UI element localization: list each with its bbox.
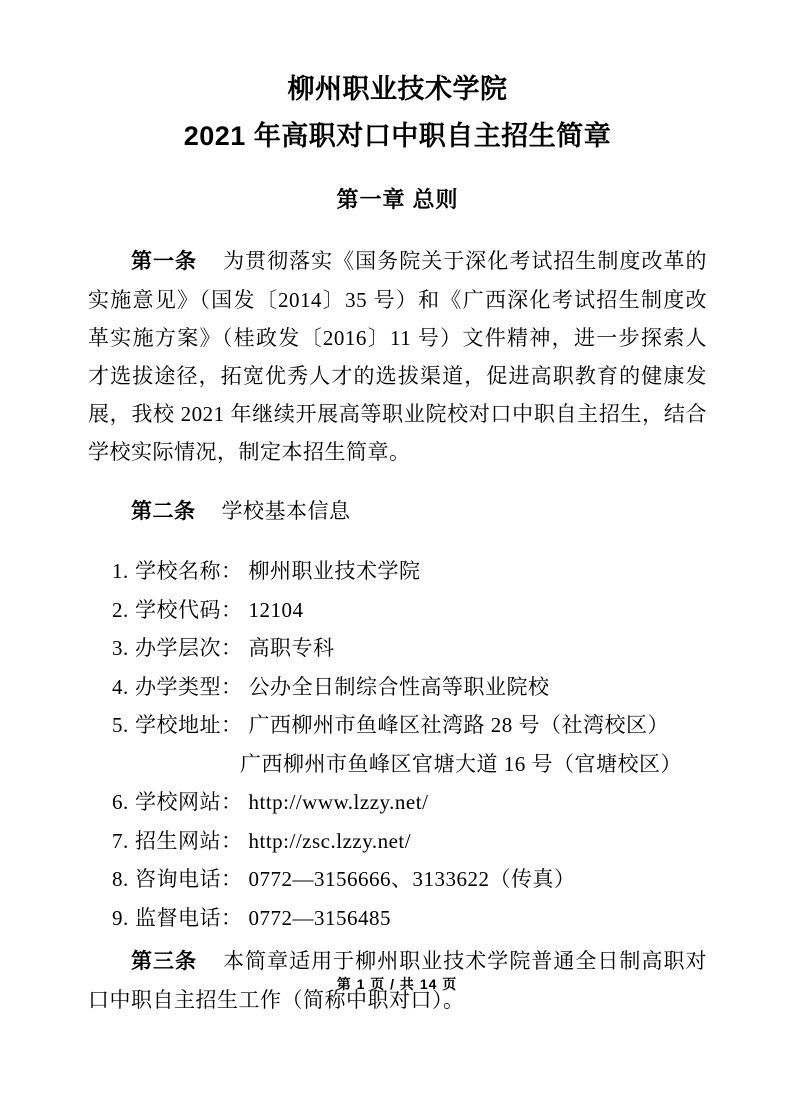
admissions-website-url: http://zsc.lzzy.net/: [248, 828, 412, 853]
document-content: [88, 0, 707, 1040]
item-number: 6.: [112, 790, 129, 814]
article-first-label: 第一条: [131, 250, 198, 273]
article-second: [88, 492, 707, 531]
document-title-line2: 2021 年高职对口中职自主招生简章: [183, 121, 612, 151]
school-info-list: [88, 552, 707, 937]
item-value: 12104: [248, 597, 304, 622]
item-number: 3.: [112, 636, 129, 660]
info-item-education-level: [88, 629, 707, 668]
document-title-line1: 柳州职业技术学院: [287, 74, 508, 104]
school-website-url: http://www.lzzy.net/: [248, 790, 429, 814]
item-value: 公办全日制综合性高等职业院校: [248, 674, 550, 699]
item-number: 8.: [112, 867, 129, 891]
item-number: 1.: [112, 559, 129, 583]
item-label: 咨询电话：: [135, 867, 243, 891]
item-label: 办学类型：: [135, 674, 243, 699]
item-value: 0772—3156666、3133622（传真）: [248, 867, 576, 891]
article-first: [88, 242, 707, 471]
info-item-school-address: [88, 706, 707, 745]
article-second-label: 第二条: [131, 500, 196, 523]
item-number: 9.: [112, 905, 129, 930]
item-value: 柳州职业技术学院: [248, 559, 421, 583]
document-title: [88, 0, 707, 160]
item-value: 广西柳州市鱼峰区社湾路 28 号（社湾校区）: [248, 713, 669, 737]
info-item-school-type: [88, 668, 707, 707]
info-item-supervision-phone: [88, 899, 707, 938]
item-number: 2.: [112, 597, 129, 622]
article-third-label: 第三条: [131, 950, 198, 973]
info-item-inquiry-phone: [88, 860, 707, 899]
item-label: 招生网站：: [135, 828, 243, 853]
item-number: 4.: [112, 674, 129, 699]
item-label: 办学层次：: [135, 636, 243, 660]
info-item-school-website: [88, 783, 707, 822]
item-number: 5.: [112, 713, 129, 737]
page-number-indicator: 第 1 页 / 共 14 页: [336, 976, 458, 992]
chapter-heading: 第一章 总则: [336, 187, 459, 212]
article-first-text: 为贯彻落实《国务院关于深化考试招生制度改革的实施意见》（国发〔2014〕35 号）和《广西深化考试招生制度改革实施方案》（桂政发〔2016〕11 号）文件精神，进一步探索人才选拔途径，拓宽优秀人才的选拔渠道，促进高职教育的健康发展，我校 2021 年继续开展高等职业院校对口中职自主招生，结合学校实际情况，制定本招生简章。: [88, 249, 707, 464]
item-value: 高职专科: [248, 636, 335, 660]
info-item-admissions-website: [88, 822, 707, 861]
item-label: 学校地址：: [135, 713, 243, 737]
info-item-school-name: [88, 552, 707, 591]
page-footer: [0, 973, 794, 995]
item-value: 0772—3156485: [248, 905, 391, 930]
item-label: 监督电话：: [135, 905, 243, 930]
article-third-text: 本简章适用于柳州职业技术学院普通全日制高职对口中职自主招生工作（简称中职对口）。: [88, 949, 707, 1012]
info-item-school-address-line2: 广西柳州市鱼峰区官塘大道 16 号（官塘校区）: [240, 751, 682, 776]
item-label: 学校名称：: [135, 559, 243, 583]
item-label: 学校代码：: [135, 597, 243, 622]
info-item-school-code: [88, 591, 707, 630]
article-second-text: 学校基本信息: [221, 499, 351, 523]
item-label: 学校网站：: [135, 790, 243, 814]
item-number: 7.: [112, 828, 129, 853]
